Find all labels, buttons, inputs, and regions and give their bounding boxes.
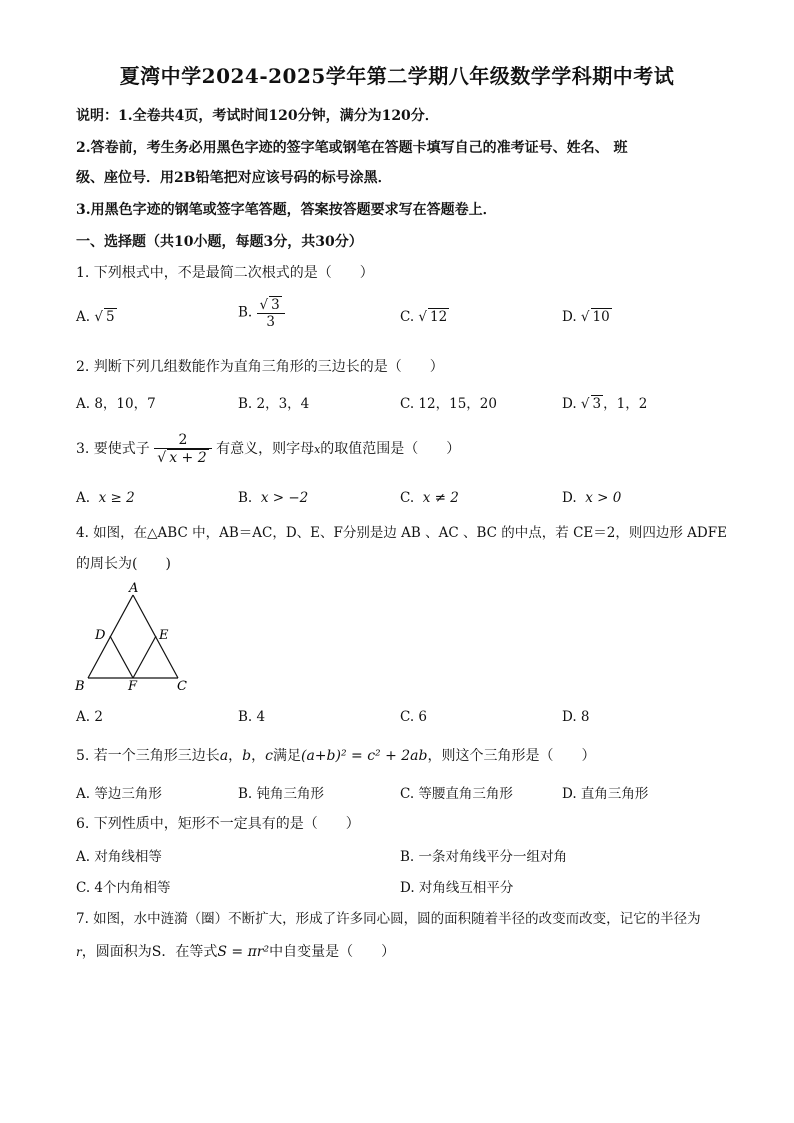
q4-option-b[interactable]: B. 4 <box>238 709 266 725</box>
note-3: 级、座位号．用2B铅笔把对应该号码的标号涂黑． <box>76 170 392 186</box>
vertex-label-f: F <box>128 679 138 694</box>
q3-option-a[interactable]: A. x ≥ 2 <box>76 490 135 506</box>
q1-d-radicand: 10 <box>592 309 610 325</box>
question-6-stem: 6. 下列性质中，矩形不一定具有的是（ ） <box>76 816 360 832</box>
section-heading: 一、选择题（共10小题，每题3分，共30分） <box>76 234 363 250</box>
q1-option-d[interactable]: D. √ 10 <box>562 309 610 325</box>
q5-option-b[interactable]: B. 钝角三角形 <box>238 786 325 802</box>
q2-option-d[interactable]: D. √ 3 ，1，2 <box>562 396 648 412</box>
q3-fraction: $\frac{2}{√ x + 2}$ <box>154 432 211 466</box>
question-7-line1: 7. 如图，水中涟漪（圈）不断扩大，形成了许多同心圆，圆的面积随着半径的改变而改变，记它的半径为 <box>76 911 701 927</box>
q6-option-a[interactable]: A. 对角线相等 <box>76 849 162 865</box>
q6-option-d[interactable]: D. 对角线互相平分 <box>400 880 514 896</box>
vertex-label-c: C <box>177 679 187 694</box>
q6-option-c[interactable]: C. 4个内角相等 <box>76 880 171 896</box>
q1-b-fraction: $\frac{√ 3}{3}$ <box>257 296 285 330</box>
q1-a-radicand: 5 <box>105 309 115 325</box>
question-4-line2: 的周长为( ) <box>76 556 171 572</box>
q4-option-c[interactable]: C. 6 <box>400 709 428 725</box>
q5-option-a[interactable]: A. 等边三角形 <box>76 786 162 802</box>
note-1: 说明：1.全卷共4页，考试时间120分钟，满分为120分． <box>76 108 439 124</box>
question-2-stem: 2. 判断下列几组数能作为直角三角形的三边长的是（ ） <box>76 359 444 375</box>
vertex-label-d: D <box>95 628 106 643</box>
q5-option-d[interactable]: D. 直角三角形 <box>562 786 649 802</box>
q1-option-c[interactable]: C. √ 12 <box>400 309 448 325</box>
question-1-stem: 1. 下列根式中，不是最简二次根式的是（ ） <box>76 265 374 281</box>
q4-option-d[interactable]: D. 8 <box>562 709 590 725</box>
q2-option-a[interactable]: A. 8，10，7 <box>76 396 156 412</box>
q5-option-c[interactable]: C. 等腰直角三角形 <box>400 786 513 802</box>
question-7-line2: r，圆面积为S．在等式S = πr²中自变量是（ ） <box>76 944 396 960</box>
q3-option-d[interactable]: D. x > 0 <box>562 490 622 506</box>
note-2: 2.答卷前，考生务必用黑色字迹的签字笔或钢笔在答题卡填写自己的准考证号、姓名、 班 <box>76 140 628 156</box>
question-3-stem: 3. 要使式子 $\frac{2}{√ x + 2}$ 有意义，则字母x的取值范围是（ ） <box>76 432 461 466</box>
page-title: 夏湾中学2024-2025学年第二学期八年级数学学科期中考试 <box>119 64 675 88</box>
question-5-stem: 5. 若一个三角形三边长a，b，c满足(a+b)² = c² + 2ab，则这个三角形是（ ） <box>76 748 596 764</box>
q2-option-b[interactable]: B. 2，3，4 <box>238 396 310 412</box>
q3-option-b[interactable]: B. x > −2 <box>238 490 309 506</box>
vertex-label-b: B <box>75 679 85 694</box>
question-4-line1: 4. 如图，在△ABC 中，AB＝AC，D、E、F分别是边 AB 、AC 、BC 的中点，若 CE＝2，则四边形 ADFE <box>76 525 727 541</box>
vertex-label-e: E <box>159 628 169 643</box>
q1-c-radicand: 12 <box>430 309 448 325</box>
vertex-label-a: A <box>129 581 139 596</box>
q2-option-c[interactable]: C. 12，15，20 <box>400 396 497 412</box>
q6-option-b[interactable]: B. 一条对角线平分一组对角 <box>400 849 568 865</box>
q1-option-b[interactable]: B. $\frac{√ 3}{3}$ <box>238 296 285 330</box>
q3-option-c[interactable]: C. x ≠ 2 <box>400 490 459 506</box>
note-4: 3.用黑色字迹的钢笔或签字笔答题，答案按答题要求写在答题卷上． <box>76 202 497 218</box>
triangle-figure <box>70 580 200 695</box>
q1-option-a[interactable]: A. √ 5 <box>76 309 115 325</box>
q4-option-a[interactable]: A. 2 <box>76 709 103 725</box>
